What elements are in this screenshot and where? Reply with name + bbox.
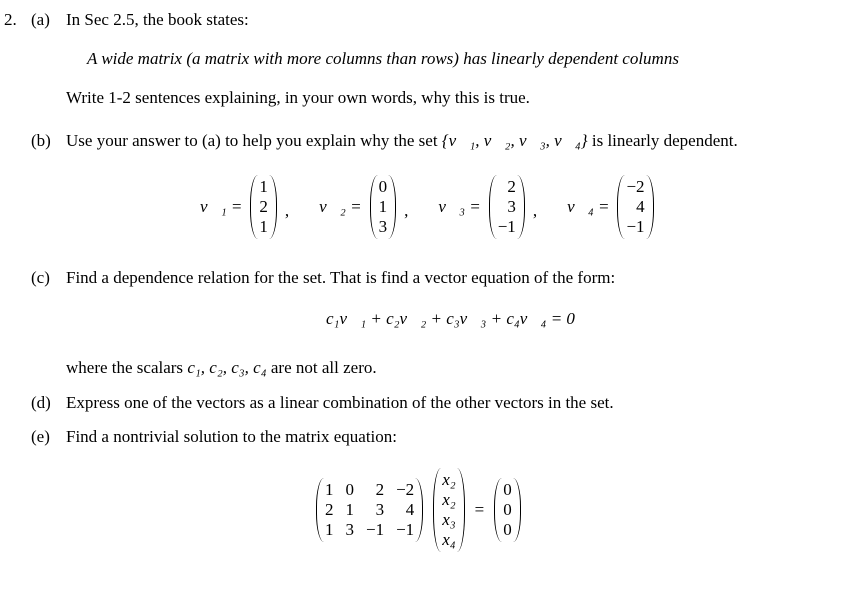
matrix-entry: 0	[503, 500, 512, 519]
part-e-text: Find a nontrivial solution to the matrix equation:	[66, 427, 397, 446]
matrix-entry: 1	[259, 217, 268, 236]
vector-label-1: v⃗₁ =	[200, 197, 243, 216]
vector-definitions	[200, 175, 654, 239]
matrix-entry: 4	[636, 197, 645, 216]
matrix-entry: 0	[503, 480, 512, 499]
vector-2	[370, 175, 397, 239]
part-c-where	[66, 358, 377, 378]
scalars: c₁, c₂, c₃, c₄	[187, 358, 267, 377]
matrix-entry: 3	[375, 500, 385, 519]
part-b-text-before: Use your answer to (a) to help you explain why the set	[66, 131, 438, 150]
part-a-label: (a)	[31, 10, 50, 29]
where-before: where the scalars	[66, 358, 184, 377]
equals-sign: =	[474, 500, 485, 519]
matrix-entry: 0	[378, 177, 388, 196]
zero-vector	[494, 478, 521, 542]
where-after: are not all zero.	[270, 358, 377, 377]
matrix-entry: 3	[345, 520, 354, 539]
matrix-equation	[316, 466, 521, 554]
matrix-entry: 3	[378, 217, 388, 236]
coefficient-matrix	[316, 478, 423, 542]
matrix-entry: 2	[375, 480, 385, 499]
matrix-entry: 1	[345, 500, 354, 519]
matrix-entry: x₃	[442, 510, 456, 529]
matrix-entry: 1	[325, 520, 334, 539]
matrix-entry: −1	[366, 520, 385, 539]
vector-label-4: v⃗₄ =	[567, 197, 610, 216]
matrix-entry: −1	[497, 217, 516, 236]
left-paren	[370, 175, 378, 239]
matrix-entry: x₂	[442, 490, 456, 509]
matrix-entry: −1	[626, 217, 645, 236]
matrix-entries	[258, 175, 269, 239]
vector-1	[250, 175, 277, 239]
vector-4	[617, 175, 653, 239]
vector-set: {v⃗₁, v⃗₂, v⃗₃, v⃗₄}	[441, 131, 588, 150]
matrix-entry: 1	[325, 480, 334, 499]
vector-label-2: v⃗₂ =	[319, 197, 362, 216]
right-paren	[388, 175, 396, 239]
matrix-entry: 3	[507, 197, 516, 216]
matrix-entries	[625, 175, 645, 239]
part-b-label: (b)	[31, 131, 51, 150]
vector-separator: ,	[404, 201, 409, 220]
right-paren	[457, 468, 465, 552]
matrix-entry: 2	[325, 500, 334, 519]
matrix-entries	[378, 175, 389, 239]
matrix-entry: 0	[503, 520, 512, 539]
part-a-instruction: Write 1-2 sentences explaining, in your own words, why this is true.	[66, 88, 530, 107]
left-paren	[250, 175, 258, 239]
part-a-text: In Sec 2.5, the book states:	[66, 10, 249, 29]
right-paren	[513, 478, 521, 542]
matrix-entry: 4	[405, 500, 415, 519]
part-d-text: Express one of the vectors as a linear combination of the other vectors in the set.	[66, 393, 614, 412]
part-b-text-after: is linearly dependent.	[591, 131, 738, 150]
unknown-vector	[433, 468, 464, 552]
matrix-entries	[497, 175, 517, 239]
matrix-entries	[502, 478, 513, 542]
matrix-entries	[441, 468, 456, 552]
matrix-entry: −1	[396, 520, 415, 539]
matrix-entries	[324, 478, 415, 542]
left-paren	[433, 468, 441, 552]
matrix-entry: 0	[345, 480, 354, 499]
matrix-entry: 2	[507, 177, 516, 196]
left-paren	[489, 175, 497, 239]
left-paren	[316, 478, 324, 542]
vector-3	[489, 175, 525, 239]
matrix-entry: −2	[626, 177, 645, 196]
part-d-label: (d)	[31, 393, 51, 412]
vector-separator: ,	[532, 201, 538, 220]
right-paren	[646, 175, 654, 239]
part-c-text: Find a dependence relation for the set. That is find a vector equation of the form:	[66, 268, 616, 287]
right-paren	[415, 478, 423, 542]
matrix-entry: −2	[396, 480, 415, 499]
right-paren	[269, 175, 277, 239]
part-a-quote: A wide matrix (a matrix with more columns than rows) has linearly dependent columns	[87, 49, 679, 68]
part-e-label: (e)	[31, 427, 50, 446]
vector-separator: ,	[284, 201, 290, 220]
left-paren	[494, 478, 502, 542]
matrix-entry: 2	[259, 197, 268, 216]
matrix-entry: 1	[259, 177, 268, 196]
left-paren	[617, 175, 625, 239]
matrix-entry: 1	[378, 197, 388, 216]
matrix-entry: x₂	[442, 470, 456, 489]
vector-label-3: v⃗₃ =	[438, 197, 481, 216]
right-paren	[517, 175, 525, 239]
part-b-text	[66, 131, 738, 151]
problem-number: 2.	[4, 10, 17, 29]
part-c-label: (c)	[31, 268, 50, 287]
dependence-equation: c₁v⃗₁ + c₂v⃗₂ + c₃v⃗₃ + c₄v⃗₄ = 0	[326, 309, 575, 328]
matrix-entry: x₄	[442, 530, 456, 549]
